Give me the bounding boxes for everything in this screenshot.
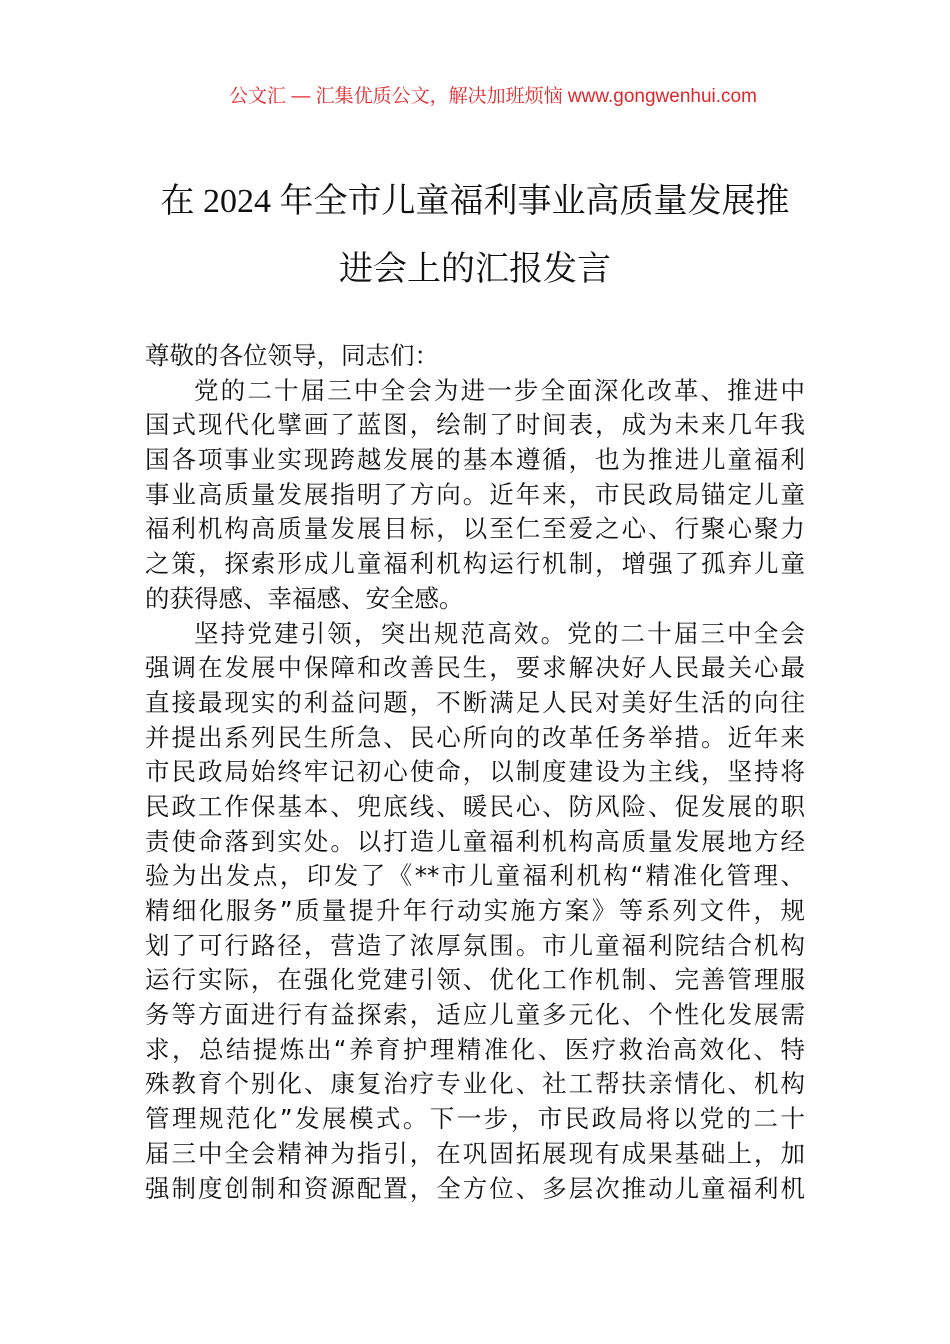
watermark-banner: 公文汇 — 汇集优质公文，解决加班烦恼 www.gongwenhui.com: [229, 86, 757, 107]
paragraph-line: 事业高质量发展指明了方向。近年来，市民政局锚定儿童: [145, 479, 805, 509]
paragraph-line: 精细化服务”质量提升年行动实施方案》等系列文件，规: [145, 896, 805, 925]
paragraph-line: 运行实际，在强化党建引领、优化工作机制、完善管理服: [145, 965, 805, 995]
paragraph-line: 的获得感、幸福感、安全感。: [145, 583, 464, 613]
paragraph-line: 强调在发展中保障和改善民生，要求解决好人民最关心最: [145, 653, 805, 683]
paragraph-line: 务等方面进行有益探索，适应儿童多元化、个性化发展需: [145, 1000, 805, 1030]
paragraph-line: 验为出发点，印发了《**市儿童福利机构“精准化管理、: [145, 861, 805, 891]
paragraph-line: 坚持党建引领，突出规范高效。党的二十届三中全会: [194, 618, 805, 648]
document-body: [145, 339, 805, 1206]
paragraph-line: 管理规范化”发展模式。下一步，市民政局将以党的二十: [145, 1104, 805, 1134]
paragraph-line: 届三中全会精神为指引，在巩固拓展现有成果基础上，加: [145, 1138, 805, 1168]
paragraph-line: 国各项事业实现跨越发展的基本遵循，也为推进儿童福利: [145, 445, 805, 475]
paragraph-line: 殊教育个别化、康复治疗专业化、社工帮扶亲情化、机构: [145, 1069, 805, 1099]
paragraph-line: 并提出系列民生所急、民心所向的改革任务举措。近年来: [145, 722, 805, 752]
paragraph-line: 福利机构高质量发展目标，以至仁至爱之心、行聚心聚力: [145, 514, 805, 544]
paragraph-line: 直接最现实的利益问题，不断满足人民对美好生活的向往: [145, 687, 805, 717]
salutation: 尊敬的各位领导，同志们：: [145, 341, 439, 370]
document-title-line-2: 进会上的汇报发言: [339, 251, 611, 288]
paragraph-1: [145, 374, 805, 617]
paragraph-2: [145, 617, 805, 1207]
paragraph-line: 责使命落到实处。以打造儿童福利机构高质量发展地方经: [145, 826, 805, 856]
paragraph-line: 之策，探索形成儿童福利机构运行机制，增强了孤弃儿童: [145, 549, 805, 579]
paragraph-line: 民政工作保基本、兜底线、暖民心、防风险、促发展的职: [145, 791, 805, 821]
paragraph-line: 强制度创制和资源配置，全方位、多层次推动儿童福利机: [145, 1173, 805, 1203]
document-title-line-1: 在 2024 年全市儿童福利事业高质量发展推: [160, 183, 790, 220]
paragraph-line: 党的二十届三中全会为进一步全面深化改革、推进中: [194, 375, 805, 405]
paragraph-line: 求，总结提炼出“养育护理精准化、医疗救治高效化、特: [145, 1034, 805, 1064]
paragraph-line: 市民政局始终牢记初心使命，以制度建设为主线，坚持将: [145, 757, 805, 787]
paragraph-line: 国式现代化擘画了蓝图，绘制了时间表，成为未来几年我: [145, 410, 805, 440]
paragraph-line: 划了可行路径，营造了浓厚氛围。市儿童福利院结合机构: [145, 930, 805, 960]
